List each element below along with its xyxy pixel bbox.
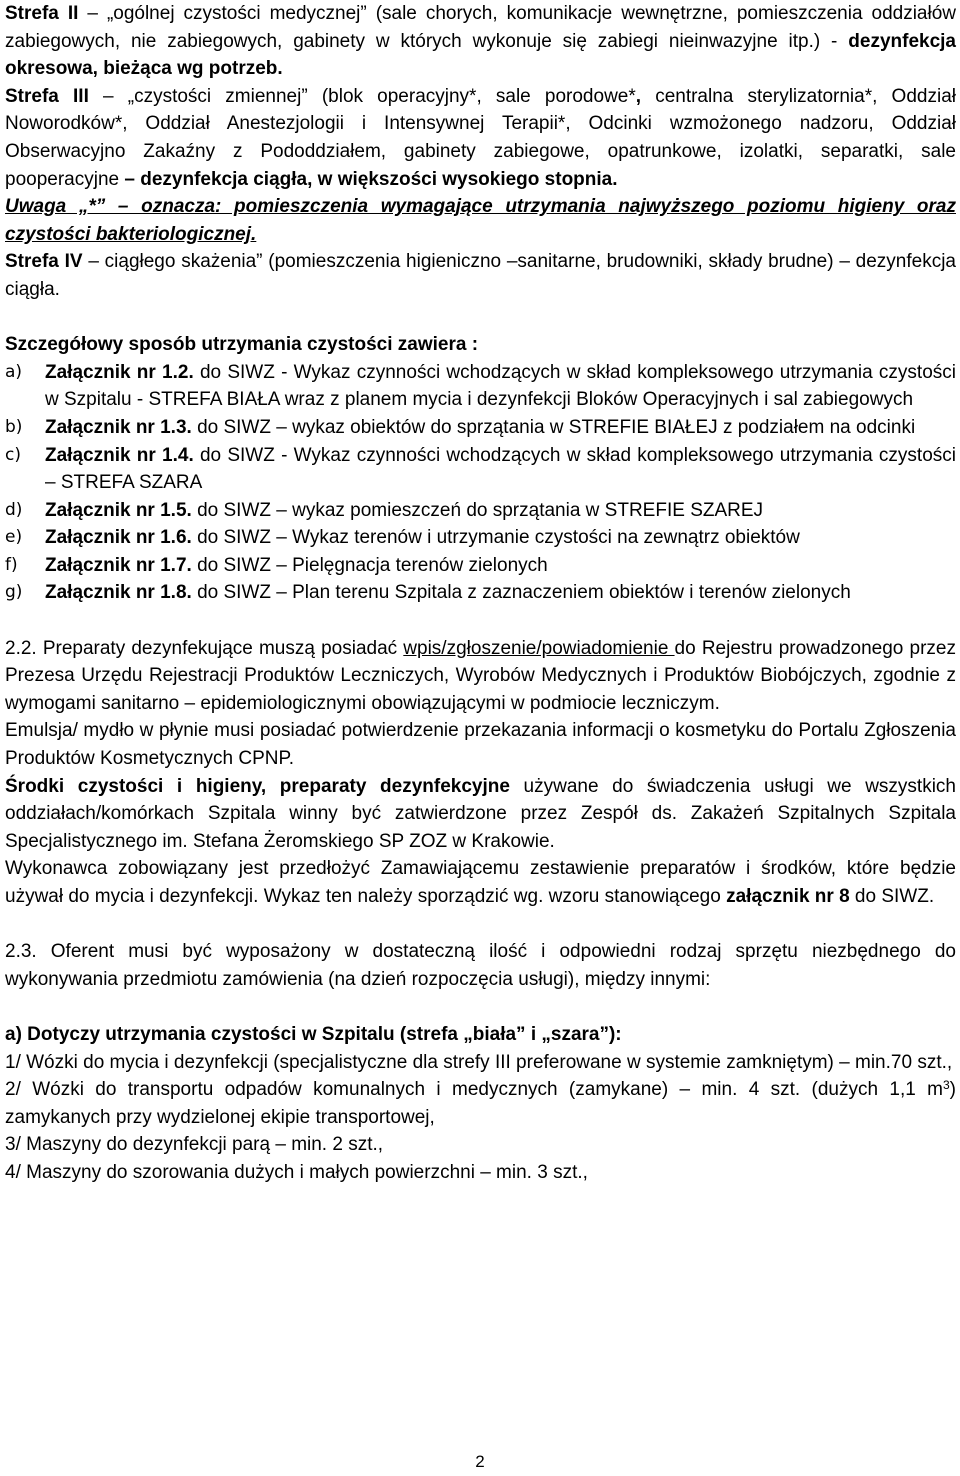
emulsion-paragraph	[5, 717, 956, 772]
superscript: 3	[942, 1078, 950, 1093]
strefa-ii-text: „ogólnej czystości medycznej” (sale chorych, komunikacje wewnętrzne, pomieszczenia oddziałów zabiegowych, nie zabiegowych, gabinety w których wykonuje się zabiegi nieinwazyjne itp.) -	[5, 3, 957, 52]
annex-text: do SIWZ – wykaz obiektów do sprzątania w STREFIE BIAŁEJ z podziałem na odcinki	[191, 416, 916, 438]
annex-text: do SIWZ - Wykaz czynności wchodzących w skład kompleksowego utrzymania czystości w Szpitalu - STREFA BIAŁA wraz z planem mycia i dezynfekcji Bloków Operacyjnych i sal zabiegowych	[45, 361, 956, 411]
equipment-subheading	[5, 1021, 956, 1049]
list-marker: a)	[5, 361, 23, 382]
list-marker: b)	[5, 416, 23, 437]
equipment-item-text: ) zamykanych przy wydzielonej ekipie transportowej,	[5, 1079, 956, 1128]
spacer	[5, 607, 956, 635]
strefa-ii-dash: –	[78, 3, 107, 24]
list-item	[5, 524, 956, 552]
annex-name: Załącznik nr 1.3.	[45, 416, 192, 438]
annex-text: do SIWZ – Wykaz terenów i utrzymanie czystości na zewnątrz obiektów	[191, 527, 800, 549]
list-item	[5, 359, 956, 414]
spacer	[5, 911, 956, 939]
annex-text: do SIWZ – wykaz pomieszczeń do sprzątania w STREFIE SZAREJ	[191, 499, 764, 521]
section-2-2-text-a: 2.2. Preparaty dezynfekujące muszą posiadać	[5, 637, 404, 659]
strefa-iii-comma: ,	[635, 85, 642, 107]
section-2-2-text-b: do Rejestru prowadzonego przez Prezesa Urzędu Rejestracji Produktów Leczniczych, Wyrobów Medycznych i Produktów Biobójczych, zgodnie z wymogami sanitarno – epidemiologicznymi obowiązującymi w podmiocie leczniczym.	[5, 637, 956, 714]
list-item	[5, 1159, 956, 1187]
list-item	[5, 497, 956, 525]
section-2-3-paragraph	[5, 938, 956, 993]
annex-text: do SIWZ – Pielęgnacja terenów zielonych	[191, 554, 548, 576]
annex-heading	[5, 331, 956, 359]
list-item	[5, 579, 956, 607]
strefa-iii-label: Strefa III	[5, 85, 89, 107]
contractor-annex-bold: załącznik nr 8	[726, 886, 850, 907]
list-item	[5, 414, 956, 442]
list-item	[5, 1076, 956, 1131]
list-marker: g)	[5, 582, 23, 603]
list-item	[5, 1131, 956, 1159]
strefa-iii-text-b: centralna sterylizatornia*, Oddział Noworodków*, Oddział Anestezjologii i Intensywnej Terapii*, Odcinki wzmożonego nadzoru, Oddział Obserwacyjno Zakaźny z Pododdziałem, gabinety zabiegowe, opatrunkowe, izolatki, separatki, sale pooperacyjne	[5, 85, 956, 190]
annex-name: Załącznik nr 1.6.	[45, 527, 192, 549]
contractor-paragraph	[5, 855, 956, 910]
cleaning-agents-text: używane do świadczenia usługi we wszystkich oddziałach/komórkach Szpitala winny być zatwierdzone przez Zespół ds. Zakażeń Szpitalnych Szpitala Specjalistycznego im. Stefana Żeromskiego SP ZOZ w Krakowie.	[5, 775, 956, 852]
equipment-item-text: 1/ Wózki do mycia i dezynfekcji (specjalistyczne dla strefy III preferowane w systemie zamkniętym) – min.70 szt.,	[5, 1051, 953, 1073]
list-item	[5, 552, 956, 580]
annex-text: do SIWZ – Plan terenu Szpitala z zaznaczeniem obiektów i terenów zielonych	[191, 582, 851, 604]
strefa-iv-text: – ciągłego skażenia” (pomieszczenia higieniczno –sanitarne, brudowniki, składy brudne) – dezynfekcja ciągła.	[5, 251, 956, 300]
annex-text: do SIWZ - Wykaz czynności wchodzących w skład kompleksowego utrzymania czystości – STREFA SZARA	[45, 444, 956, 494]
strefa-ii-label: Strefa II	[5, 3, 79, 24]
strefa-iv-label: Strefa IV	[5, 251, 83, 273]
list-marker: c)	[5, 444, 21, 465]
annex-name: Załącznik nr 1.4.	[45, 444, 194, 466]
contractor-text-b: do SIWZ.	[849, 886, 935, 907]
strefa-iii-text-a: – „czystości zmiennej” (blok operacyjny*, sale porodowe*	[88, 85, 636, 107]
page-number: 2	[475, 1452, 485, 1471]
note-paragraph	[5, 193, 956, 248]
list-marker: e)	[5, 527, 23, 548]
registry-entry-term: wpis/zgłoszenie/powiadomienie	[403, 637, 675, 659]
spacer	[5, 993, 956, 1021]
section-2-3-text: 2.3. Oferent musi być wyposażony w dostateczną ilość i odpowiedni rodzaj sprzętu niezbędnego do wykonywania przedmiotu zamówienia (na dzień rozpoczęcia usługi), między innymi:	[5, 941, 956, 990]
annex-name: Załącznik nr 1.8.	[45, 582, 192, 604]
cleaning-agents-bold: Środki czystości i higieny, preparaty dezynfekcyjne	[5, 775, 510, 797]
contractor-text-a: Wykonawca zobowiązany jest przedłożyć Zamawiającemu zestawienie preparatów i środków, które będzie używał do mycia i dezynfekcji. Wykaz ten należy sporządzić wg. wzoru stanowiącego	[5, 858, 956, 907]
list-marker: d)	[5, 499, 23, 520]
spacer	[5, 304, 956, 332]
list-item	[5, 1049, 956, 1077]
strefa-iii-bold-tail: – dezynfekcja ciągła, w większości wysokiego stopnia.	[124, 168, 618, 190]
cleaning-agents-paragraph	[5, 773, 956, 856]
equipment-item-text: 3/ Maszyny do dezynfekcji parą – min. 2 szt.,	[5, 1134, 384, 1156]
strefa-ii-paragraph	[5, 0, 956, 83]
equipment-item-text: 4/ Maszyny do szorowania dużych i małych powierzchni – min. 3 szt.,	[5, 1161, 588, 1183]
annex-name: Załącznik nr 1.2.	[45, 361, 194, 383]
strefa-iii-paragraph	[5, 83, 956, 193]
emulsion-text: Emulsja/ mydło w płynie musi posiadać potwierdzenie przekazania informacji o kosmetyku do Portalu Zgłoszenia Produktów Kosmetycznych CPNP.	[5, 720, 956, 770]
annex-list	[5, 359, 956, 607]
equipment-list	[5, 1049, 956, 1187]
equipment-item-text: 2/ Wózki do transportu odpadów komunalnych i medycznych (zamykane) – min. 4 szt. (dużych 1,1 m	[5, 1079, 943, 1101]
note-text: Uwaga „*” – oznacza: pomieszczenia wymagające utrzymania najwyższego poziomu higieny oraz czystości bakteriologicznej.	[5, 196, 956, 245]
list-item	[5, 442, 956, 497]
annex-name: Załącznik nr 1.5.	[45, 499, 192, 521]
strefa-ii-bold-tail: dezynfekcja okresowa, bieżąca wg potrzeb.	[5, 30, 956, 80]
annex-heading-text: Szczegółowy sposób utrzymania czystości zawiera :	[5, 334, 479, 356]
section-2-2-paragraph	[5, 635, 956, 718]
list-marker: f)	[5, 554, 18, 575]
annex-name: Załącznik nr 1.7.	[45, 554, 192, 576]
equipment-subheading-text: a) Dotyczy utrzymania czystości w Szpitalu (strefa „biała” i „szara”):	[5, 1023, 622, 1045]
strefa-iv-paragraph	[5, 248, 956, 303]
